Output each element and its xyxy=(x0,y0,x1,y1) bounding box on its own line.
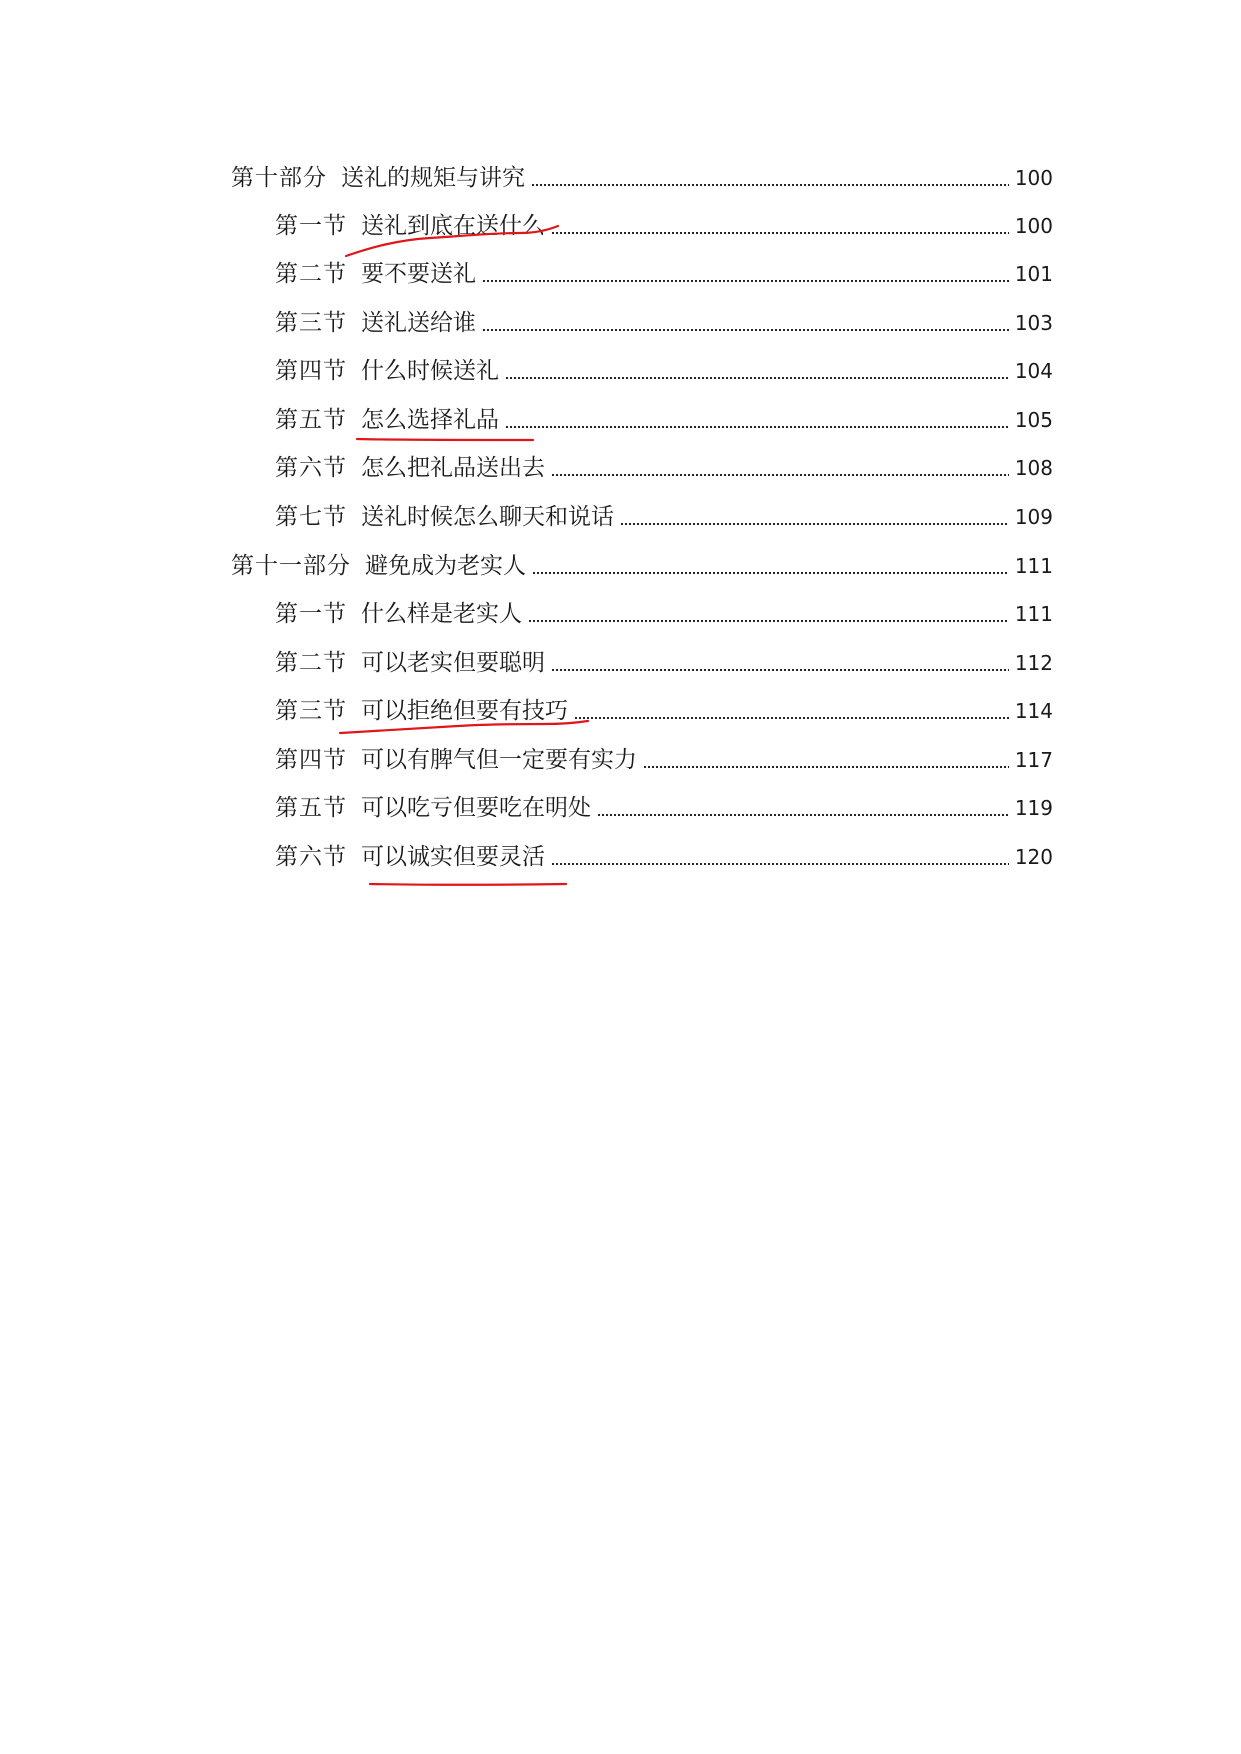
toc-entry-page: 103 xyxy=(1014,311,1053,335)
toc-entry-label xyxy=(231,164,525,192)
dot-leader xyxy=(620,523,1009,525)
toc-entry-page: 104 xyxy=(1014,359,1053,383)
toc-entry-section[interactable] xyxy=(275,497,1053,531)
dot-leader xyxy=(551,474,1009,476)
dot-leader xyxy=(528,620,1009,622)
toc-entry-page: 120 xyxy=(1014,845,1053,869)
toc-entry-label xyxy=(275,843,545,871)
toc-entry-label xyxy=(275,406,499,434)
toc-entry-label xyxy=(275,649,545,677)
toc-entry-page: 117 xyxy=(1014,748,1053,772)
toc-entry-label xyxy=(275,260,476,288)
dot-leader xyxy=(551,863,1009,865)
toc-entry-number: 第七节 xyxy=(275,504,347,530)
toc-entry-title: 怎么选择礼品 xyxy=(361,407,499,433)
toc-entry-title: 送礼的规矩与讲究 xyxy=(341,165,525,191)
toc-entry-number: 第三节 xyxy=(275,698,347,724)
dot-leader xyxy=(643,766,1009,768)
toc-entry-section[interactable] xyxy=(275,303,1053,337)
toc-entry-section[interactable] xyxy=(275,400,1053,434)
toc-entry-section[interactable] xyxy=(275,691,1053,725)
toc-entry-number: 第一节 xyxy=(275,601,347,627)
dot-leader xyxy=(482,329,1009,331)
toc-entry-title: 可以吃亏但要吃在明处 xyxy=(361,795,591,821)
toc-entry-label xyxy=(275,454,545,482)
toc-entry-page: 108 xyxy=(1014,456,1053,480)
dot-leader xyxy=(482,280,1009,282)
dot-leader xyxy=(532,572,1009,574)
toc-entry-label xyxy=(275,600,522,628)
dot-leader xyxy=(531,184,1009,186)
toc-entry-page: 109 xyxy=(1014,505,1053,529)
toc-entry-page: 111 xyxy=(1014,602,1053,626)
toc-entry-page: 100 xyxy=(1014,214,1053,238)
toc-entry-number: 第十部分 xyxy=(231,165,327,191)
dot-leader xyxy=(505,377,1009,379)
toc-entry-number: 第四节 xyxy=(275,747,347,773)
toc-entry-number: 第四节 xyxy=(275,358,347,384)
toc-entry-section[interactable] xyxy=(275,254,1053,288)
toc-entry-section[interactable] xyxy=(275,351,1053,385)
toc-entry-label xyxy=(275,746,637,774)
toc-entry-number: 第五节 xyxy=(275,407,347,433)
toc-entry-title: 要不要送礼 xyxy=(361,261,476,287)
toc-entry-title: 可以拒绝但要有技巧 xyxy=(361,698,568,724)
toc-entry-page: 119 xyxy=(1014,796,1053,820)
toc-entry-label xyxy=(275,309,476,337)
toc-entry-label xyxy=(275,503,614,531)
toc-entry-label xyxy=(275,357,499,385)
toc-entry-page: 112 xyxy=(1014,651,1053,675)
toc-entry-page: 105 xyxy=(1014,408,1053,432)
toc-entry-section[interactable] xyxy=(275,837,1053,871)
toc-entry-title: 怎么把礼品送出去 xyxy=(361,455,545,481)
toc-entry-part-11[interactable] xyxy=(231,546,1053,580)
toc-entry-number: 第十一部分 xyxy=(231,553,351,579)
toc-entry-section[interactable] xyxy=(275,788,1053,822)
toc-entry-section[interactable] xyxy=(275,206,1053,240)
toc-entry-section[interactable] xyxy=(275,594,1053,628)
toc-entry-number: 第一节 xyxy=(275,213,347,239)
dot-leader xyxy=(574,717,1009,719)
dot-leader xyxy=(597,814,1009,816)
toc-entry-label xyxy=(275,697,568,725)
dot-leader xyxy=(551,232,1009,234)
toc-entry-title: 避免成为老实人 xyxy=(365,553,526,579)
toc-entry-page: 100 xyxy=(1014,166,1053,190)
toc-entry-section[interactable] xyxy=(275,643,1053,677)
toc-entry-section[interactable] xyxy=(275,740,1053,774)
dot-leader xyxy=(505,426,1009,428)
toc-entry-label xyxy=(275,212,545,240)
toc-entry-page: 111 xyxy=(1014,554,1053,578)
toc-entry-number: 第二节 xyxy=(275,261,347,287)
toc-entry-title: 送礼送给谁 xyxy=(361,310,476,336)
toc-entry-number: 第六节 xyxy=(275,455,347,481)
toc-entry-number: 第二节 xyxy=(275,650,347,676)
toc-entry-title: 可以老实但要聪明 xyxy=(361,650,545,676)
toc-entry-label xyxy=(275,794,591,822)
toc-entry-title: 可以有脾气但一定要有实力 xyxy=(361,747,637,773)
toc-entry-number: 第六节 xyxy=(275,844,347,870)
toc-entry-page: 101 xyxy=(1014,262,1053,286)
toc-entry-title: 什么时候送礼 xyxy=(361,358,499,384)
toc-entry-title: 什么样是老实人 xyxy=(361,601,522,627)
dot-leader xyxy=(551,669,1009,671)
toc-entry-number: 第五节 xyxy=(275,795,347,821)
toc-entry-number: 第三节 xyxy=(275,310,347,336)
toc-entry-title: 送礼时候怎么聊天和说话 xyxy=(361,504,614,530)
toc-entry-page: 114 xyxy=(1014,699,1053,723)
toc-entry-label xyxy=(231,552,526,580)
toc-entry-section[interactable] xyxy=(275,448,1053,482)
toc-entry-title: 可以诚实但要灵活 xyxy=(361,844,545,870)
toc-entry-part-10[interactable] xyxy=(231,158,1053,192)
toc-entry-title: 送礼到底在送什么 xyxy=(361,213,545,239)
